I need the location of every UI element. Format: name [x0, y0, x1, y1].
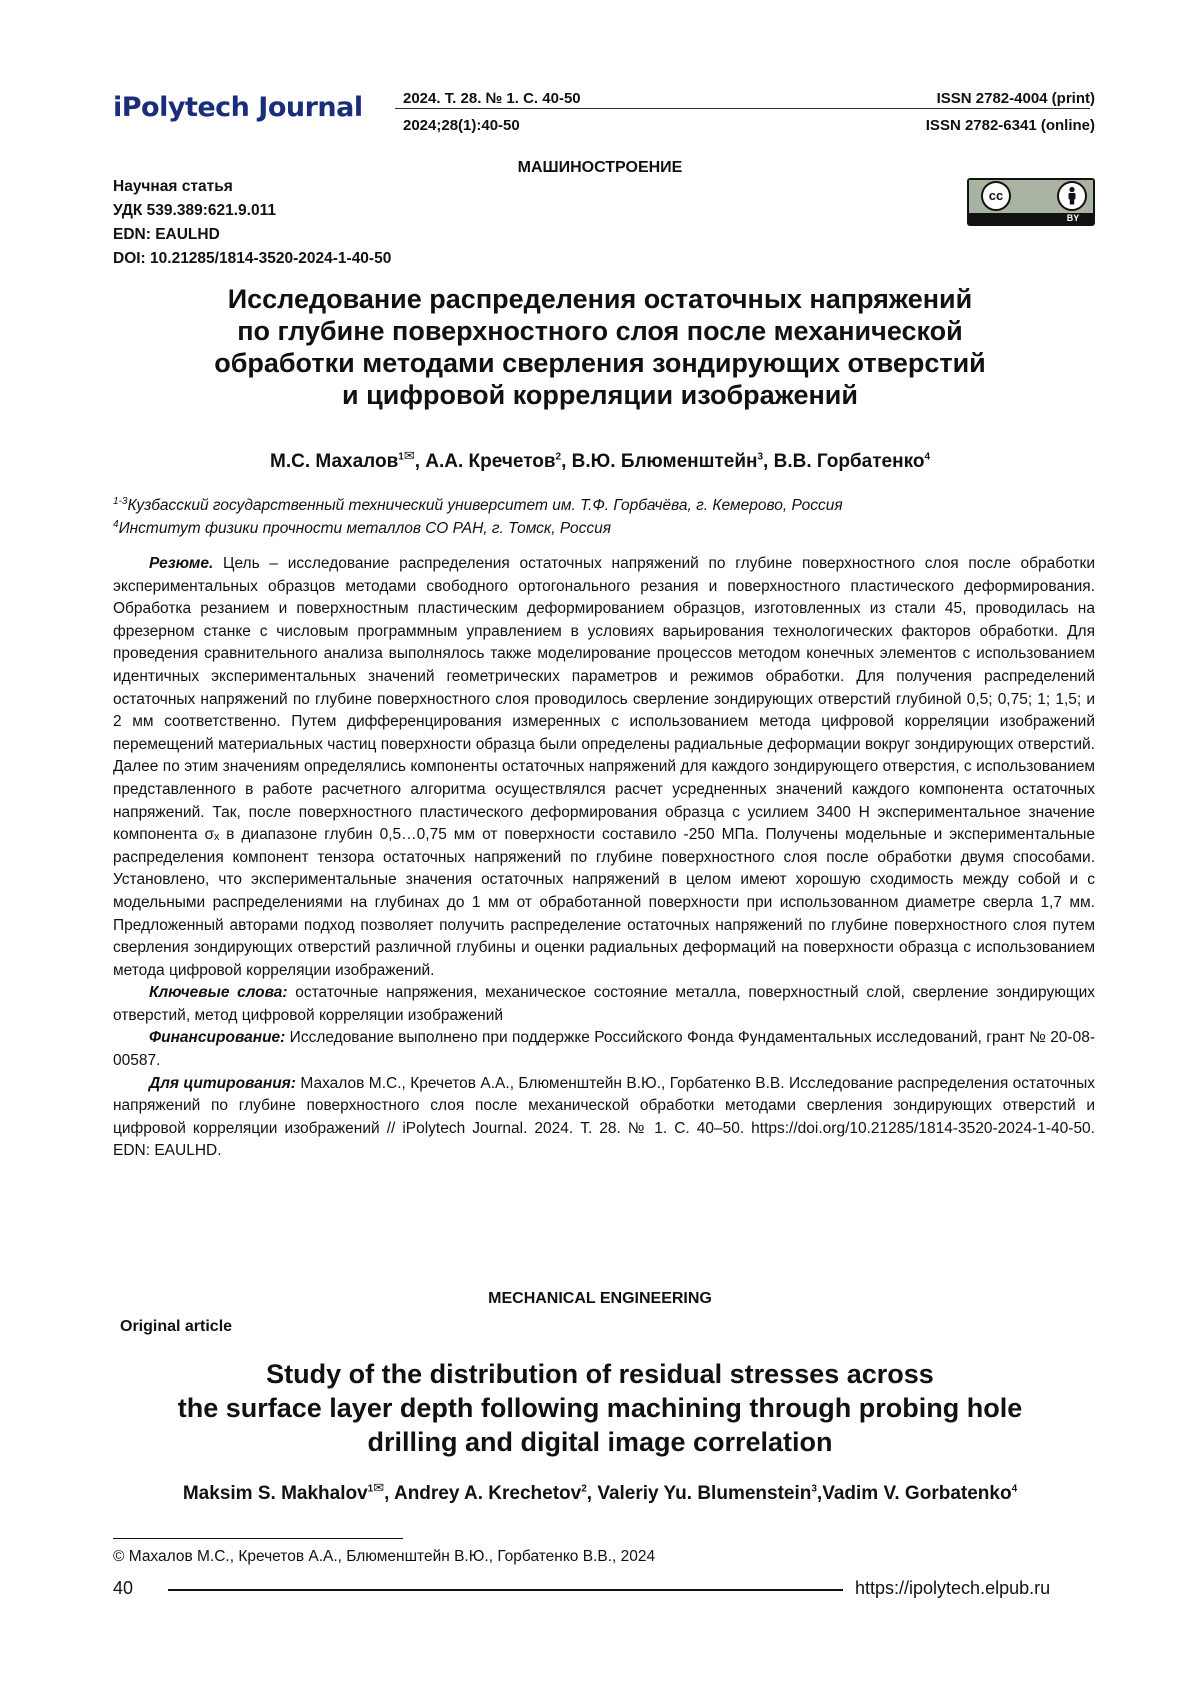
author-en-1[interactable]: Maksim S. Makhalov: [182, 1483, 368, 1504]
cc-by-license-badge[interactable]: [967, 178, 1095, 226]
page-number: 40: [113, 1578, 134, 1598]
doi: DOI: 10.21285/1814-3520-2024-1-40-50: [113, 250, 392, 267]
email-envelope-icon[interactable]: ✉: [373, 1480, 385, 1495]
footer-rule: [168, 1589, 843, 1591]
header-divider: [395, 108, 1090, 109]
copyright: © Махалов М.С., Кречетов А.А., Блюменштейн В.Ю., Горбатенко В.В., 2024: [113, 1548, 656, 1565]
article-type-ru: Научная статья: [113, 178, 233, 195]
citation: Для цитирования: Махалов М.С., Кречетов А.А., Блюменштейн В.Ю., Горбатенко В.В. Исследование распределения остаточных напряжений по глубине поверхностного слоя после механической обработки методами сверления зондирующих отверстий и цифровой корреляции изображений // iPolytech Journal. 2024. Т. 28. № 1. С. 40–50. https://doi.org/10.21285/1814-3520-2024-1-40-50. EDN: EAULHD.: [113, 1074, 1095, 1160]
article-meta: [113, 175, 391, 271]
author-4[interactable]: , В.В. Горбатенко: [763, 451, 925, 472]
article-type-en: Original article: [120, 1318, 233, 1335]
section-title-ru: МАШИНОСТРОЕНИЕ: [517, 159, 683, 176]
abstract: Резюме. Цель – исследование распределения остаточных напряжений по глубине поверхностного слоя после обработки экспериментальных образцов методами свободного ортогонального резания и поверхностного пластического деформирования. Обработка резанием и поверхностным пластическим деформированием образцов, изготовленных из стали 45, проводилась на фрезерном станке с числовым программным управлением в условиях варьирования технологических факторов обработки. Для проведения сравнительного анализа выполнялось также моделирование процессов методом конечных элементов с использованием идентичных экспериментальных значений геометрических параметров и режимов обработки. Для получения распределений остаточных напряжений по глубине поверхностного слоя проводилось сверление зондирующих отверстий глубиной 0,5; 0,75; 1; 1,5; и 2 мм соответственно. Путем дифференцирования измеренных с использованием метода цифровой корреляции изображений перемещений материальных частиц поверхности образца были определены радиальные деформации вокруг зондирующих отверстий. Далее по этим значениям определялись компоненты остаточных напряжений для каждого зондирующего отверстия, с использованием представленного в работе расчетного алгоритма осуществлялся расчет усредненных значений каждого компонента остаточных напряжений. Так, после поверхностного пластического деформирования образца с усилием 3400 Н экспериментальное значение компонента σₓ в диапазоне глубин 0,5…0,75 мм от поверхности составило -250 МПа. Получены модельные и экспериментальные распределения компонент тензора остаточных напряжений по глубине поверхностного слоя после обработки двумя способами. Установлено, что экспериментальные значения остаточных напряжений в целом имеют хорошую сходимость между собой и с модельными распределениями на глубинах до 1 мм от обработанной поверхности при использованном диаметре сверла 1,7 мм. Предложенный авторами подход позволяет получить распределение остаточных напряжений по глубине поверхностного слоя путем сверления зондирующих отверстий различной глубины и оценки радиальных деформаций на поверхности образца с использованием метода цифровой корреляции изображений.: [113, 555, 1095, 979]
article-title-en: Study of the distribution of residual stresses across the surface layer depth following machining through probing hole drilling and digital image correlation: [177, 1359, 1023, 1457]
author-en-3[interactable]: , Valeriy Yu. Blumenstein: [586, 1483, 812, 1504]
author-2[interactable]: , А.А. Кречетов: [414, 451, 556, 472]
attribution-person-icon: [1057, 181, 1087, 211]
author-3[interactable]: , В.Ю. Блюменштейн: [561, 451, 758, 472]
author-1[interactable]: М.С. Махалов: [270, 451, 399, 472]
citation-en: 2024;28(1):40-50: [403, 117, 520, 134]
abstract-block: [113, 553, 1095, 1163]
article-title-ru: Исследование распределения остаточных напряжений по глубине поверхностного слоя после механической обработки методами сверления зондирующих отверстий и цифровой корреляции изображений: [214, 284, 986, 410]
edn: EDN: EAULHD: [113, 226, 220, 243]
journal-logo: iPolytech Journal: [113, 92, 363, 123]
journal-url-link[interactable]: https://ipolytech.elpub.ru: [855, 1578, 1051, 1598]
authors-ru: М.С. Махалов$^{1✉}$, А.А. Кречетов$^2$, В.Ю. Блюменштейн$^3$, В.В. Горбатенко$^4$: [270, 448, 930, 472]
keywords: Ключевые слова: остаточные напряжения, механическое состояние металла, поверхностный слой, сверление зондирующих отверстий, метод цифровой корреляции изображений: [113, 984, 1095, 1024]
email-envelope-icon[interactable]: ✉: [403, 448, 415, 463]
udk: УДК 539.389:621.9.011: [113, 202, 276, 219]
section-title-en: MECHANICAL ENGINEERING: [488, 1290, 712, 1307]
affiliations: [113, 494, 843, 540]
affiliation-1: $^{1-3}$Кузбасский государственный технический университет им. Т.Ф. Горбачёва, г. Кемерово, Россия: [113, 495, 843, 514]
affiliation-2: $^4$Институт физики прочности металлов СО РАН, г. Томск, Россия: [113, 518, 612, 537]
cc-icon: cc: [981, 181, 1011, 211]
citation-ru: 2024. Т. 28. № 1. С. 40-50: [403, 90, 581, 107]
issn-print: ISSN 2782-4004 (print): [936, 90, 1095, 107]
authors-en: Maksim S. Makhalov$^{1✉}$, Andrey A. Krechetov$^2$, Valeriy Yu. Blumenstein$^3$,Vadim V. Gorbatenko$^4$: [182, 1480, 1018, 1504]
funding: Финансирование: Исследование выполнено при поддержке Российского Фонда Фундаментальных исследований, грант № 20-08-00587.: [113, 1029, 1095, 1070]
author-en-4[interactable]: ,Vadim V. Gorbatenko: [816, 1483, 1012, 1504]
footnote-divider: [113, 1538, 403, 1539]
author-en-2[interactable]: , Andrey A. Krechetov: [384, 1483, 582, 1504]
issn-online: ISSN 2782-6341 (online): [925, 117, 1095, 134]
by-label: BY: [1066, 213, 1080, 223]
